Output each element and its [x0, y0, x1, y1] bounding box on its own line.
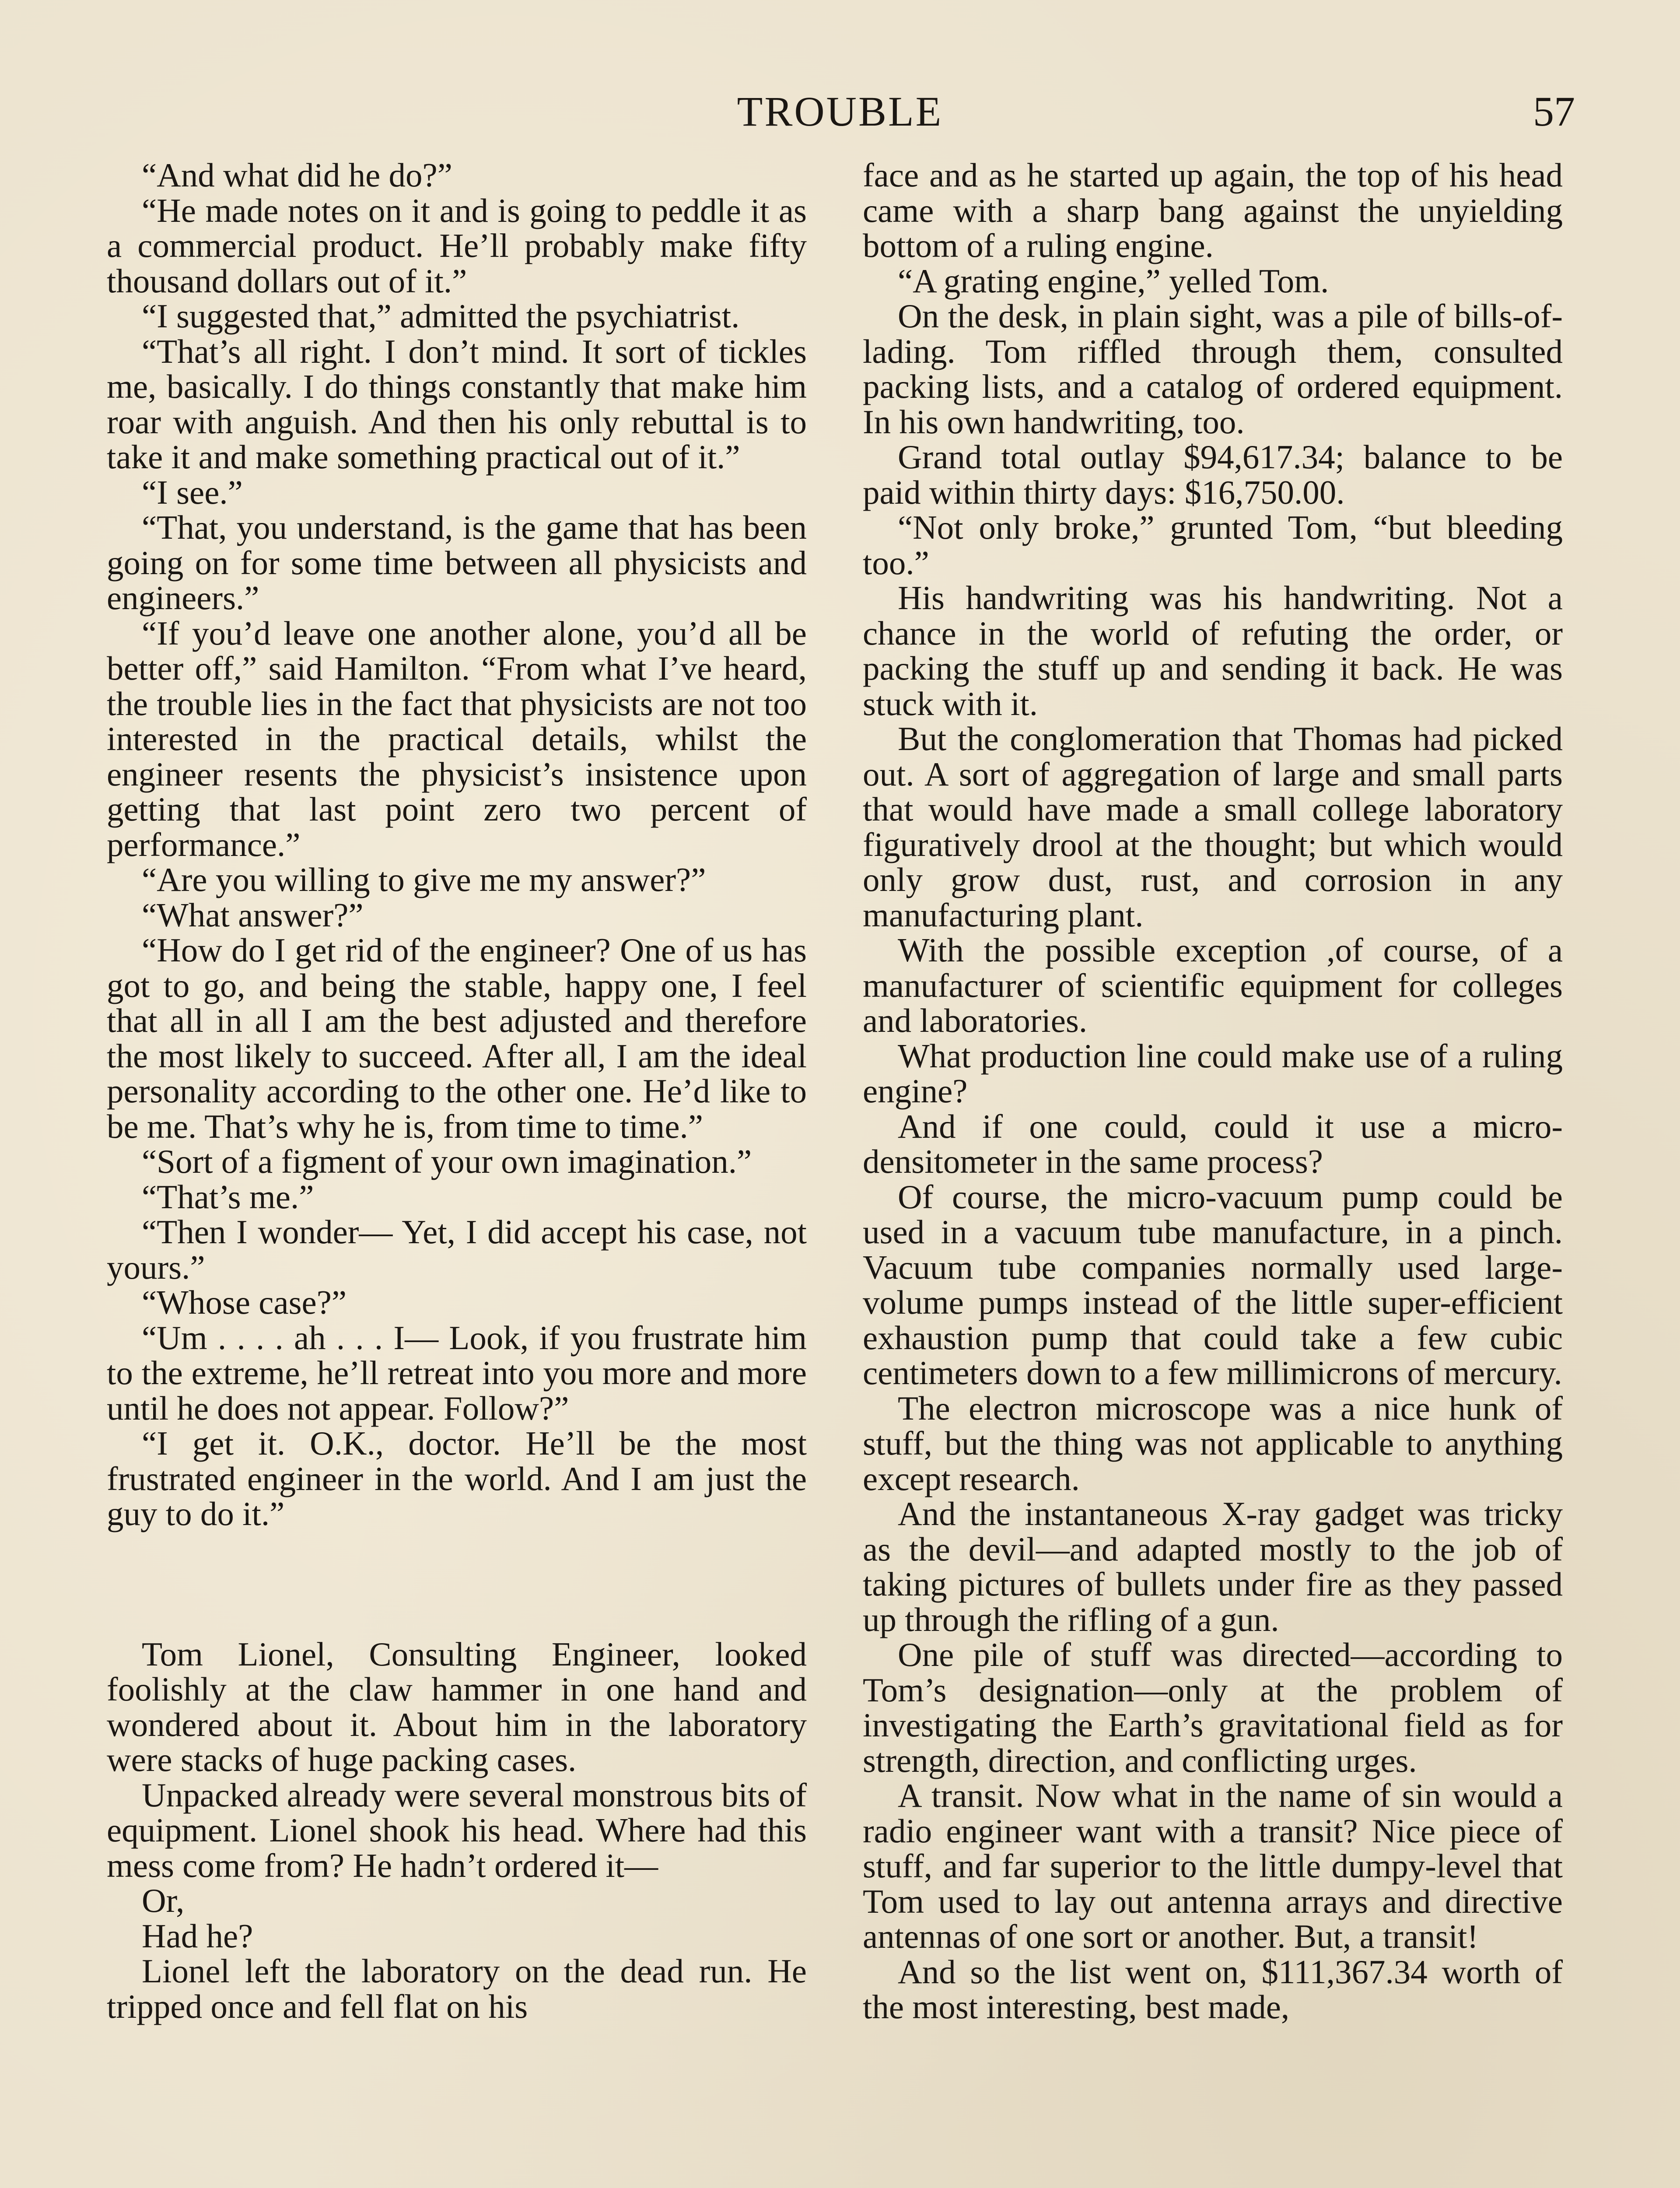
page-number: 57	[1533, 88, 1575, 135]
paragraph: Grand total outlay $94,617.34; balance to be paid within thirty days: $16,750.00.	[863, 438, 1563, 511]
paragraph: One pile of stuff was directed—according to Tom’s designation—only at the problem of investigating the Earth’s gravitational field as for strength, direction, and conflicting urges.	[863, 1636, 1563, 1779]
paragraph: And so the list went on, $111,367.34 worth of the most interesting, best made,	[863, 1953, 1563, 2026]
paragraph: “If you’d leave one another alone, you’d all be better off,” said Hamilton. “From what I’ve heard, the trouble lies in the fact that physicists are not too interested in the practical details, whilst the engineer resents the physicist’s insistence upon getting that last point zero two percent of performance.”	[107, 614, 807, 863]
section-break	[107, 1532, 807, 1637]
paragraph: “I see.”	[142, 473, 243, 511]
paragraph: “Not only broke,” grunted Tom, “but bleeding too.”	[863, 508, 1563, 582]
paragraph: With the possible exception ,of course, of a manufacturer of scientific equipment for colleges and laboratories.	[863, 931, 1563, 1039]
paragraph: “That’s me.”	[142, 1178, 314, 1216]
paragraph: “Sort of a figment of your own imagination.”	[142, 1143, 752, 1180]
paragraph: “How do I get rid of the engineer? One of us has got to go, and being the stable, happy one, I feel that all in all I am the best adjusted and therefore the most likely to succeed. After all, I am the ideal personality according to the other one. He’d like to be me. That’s why he is, from time to time.”	[107, 931, 807, 1145]
paragraph: “Um . . . . ah . . . I— Look, if you frustrate him to the extreme, he’ll retreat into you more and more until he does not appear. Follow?”	[107, 1318, 807, 1427]
paragraph: Lionel left the laboratory on the dead run. He tripped once and fell flat on his	[107, 1952, 807, 2025]
paragraph: But the conglomeration that Thomas had picked out. A sort of aggregation of large and small parts that would have made a small college laboratory figuratively drool at the thought; but which would only grow dust, rust, and corrosion in any manufacturing plant.	[863, 720, 1563, 934]
paragraph: Had he?	[142, 1917, 253, 1955]
paragraph: “A grating engine,” yelled Tom.	[898, 262, 1329, 300]
paragraph: What production line could make use of a ruling engine?	[863, 1037, 1563, 1110]
paragraph: “I get it. O.K., doctor. He’ll be the most frustrated engineer in the world. And I am just the guy to do it.”	[107, 1424, 807, 1532]
paragraph: “And what did he do?”	[142, 156, 452, 194]
paragraph: Of course, the micro-vacuum pump could be used in a vacuum tube manufacture, in a pinch. Vacuum tube companies normally used large-volume pumps instead of the little super-efficient exhaustion pump that could take a few cubic centimeters down to a few millimicrons of mercury.	[863, 1178, 1563, 1392]
running-head: TROUBLE	[737, 88, 943, 135]
paragraph: “What answer?”	[142, 896, 364, 934]
paragraph: “Are you willing to give me my answer?”	[142, 861, 706, 898]
paragraph: A transit. Now what in the name of sin would a radio engineer want with a transit? Nice piece of stuff, and far superior to the little dumpy-level that Tom used to lay out antenna arrays and directive antennas of one sort or another. But, a transit!	[863, 1777, 1563, 1955]
paragraph: “That’s all right. I don’t mind. It sort of tickles me, basically. I do things constantly that make him roar with anguish. And then his only rebuttal is to take it and make something practical out of it.”	[107, 332, 807, 476]
paragraph: face and as he started up again, the top of his head came with a sharp bang against the unyielding bottom of a ruling engine.	[863, 156, 1563, 264]
paragraph: Unpacked already were several monstrous bits of equipment. Lionel shook his head. Where had this mess come from? He hadn’t ordered it—	[107, 1776, 807, 1884]
paragraph: The electron microscope was a nice hunk of stuff, but the thing was not applicable to anything except research.	[863, 1389, 1563, 1497]
paragraph: “Whose case?”	[142, 1283, 347, 1321]
paragraph: “He made notes on it and is going to peddle it as a commercial product. He’ll probably make fifty thousand dollars out of it.”	[107, 191, 807, 300]
paragraph: His handwriting was his handwriting. Not a chance in the world of refuting the order, or packing the stuff up and sending it back. He was stuck with it.	[863, 579, 1563, 722]
left-column	[107, 158, 807, 2024]
paragraph: Or,	[142, 1882, 185, 1919]
paragraph: “I suggested that,” admitted the psychiatrist.	[142, 297, 740, 335]
page-header	[105, 83, 1575, 140]
paragraph: “That, you understand, is the game that has been going on for some time between all physicists and engineers.”	[107, 508, 807, 617]
paragraph: “Then I wonder— Yet, I did accept his case, not yours.”	[107, 1213, 807, 1286]
right-column	[863, 158, 1563, 2025]
paragraph: And the instantaneous X-ray gadget was tricky as the devil—and adapted mostly to the job of taking pictures of bullets under fire as they passed up through the rifling of a gun.	[863, 1495, 1563, 1638]
paragraph: Tom Lionel, Consulting Engineer, looked foolishly at the claw hammer in one hand and wondered about it. About him in the laboratory were stacks of huge packing cases.	[107, 1635, 807, 1778]
paragraph: And if one could, could it use a microdensitometer in the same process?	[863, 1107, 1563, 1180]
paragraph: On the desk, in plain sight, was a pile of bills-of-lading. Tom riffled through them, consulted packing lists, and a catalog of ordered equipment. In his own handwriting, too.	[863, 297, 1563, 441]
